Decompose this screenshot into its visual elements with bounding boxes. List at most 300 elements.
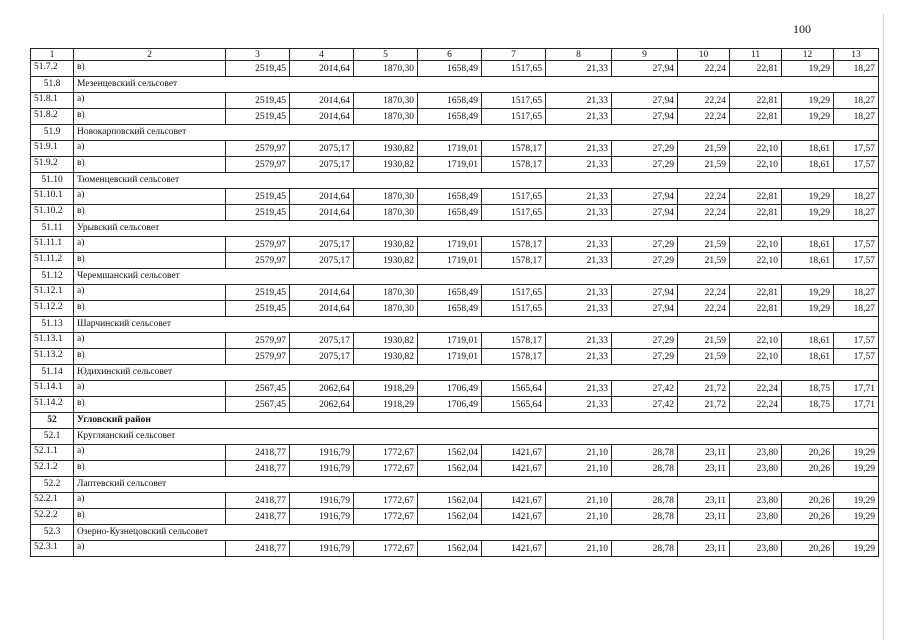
row-code: 51.7.2: [31, 61, 74, 77]
value-cell-col4: 2075,17: [290, 349, 354, 365]
value-cell-col6: 1658,49: [418, 61, 482, 77]
row-subitem: а): [74, 445, 226, 461]
value-cell-col8: 21,10: [546, 461, 612, 477]
row-subitem: а): [74, 333, 226, 349]
row-subitem: а): [74, 493, 226, 509]
value-cell-col8: 21,33: [546, 93, 612, 109]
value-cell-col12: 19,29: [782, 205, 834, 221]
row-code: 51.14.1: [31, 381, 74, 397]
table-body: [31, 49, 879, 557]
value-cell-col6: 1706,49: [418, 397, 482, 413]
value-cell-col9: 27,94: [612, 285, 678, 301]
row-subitem: а): [74, 541, 226, 557]
value-cell-col8: 21,33: [546, 253, 612, 269]
value-cell-col9: 27,29: [612, 141, 678, 157]
section-row: [31, 269, 879, 285]
value-cell-col12: 20,26: [782, 461, 834, 477]
section-name: Юдихинский сельсовет: [74, 365, 879, 381]
value-cell-col7: 1578,17: [482, 349, 546, 365]
value-cell-col3: 2519,45: [226, 189, 290, 205]
section-code: 51.10: [31, 173, 74, 189]
value-cell-col9: 28,78: [612, 541, 678, 557]
value-cell-col4: 1916,79: [290, 493, 354, 509]
value-cell-col7: 1517,65: [482, 189, 546, 205]
value-cell-col5: 1870,30: [354, 109, 418, 125]
value-cell-col9: 27,94: [612, 189, 678, 205]
value-cell-col6: 1562,04: [418, 509, 482, 525]
value-cell-col3: 2567,45: [226, 381, 290, 397]
region-code: 52: [31, 413, 74, 429]
value-cell-col3: 2519,45: [226, 301, 290, 317]
value-cell-col13: 17,57: [834, 349, 879, 365]
value-cell-col4: 2014,64: [290, 61, 354, 77]
column-header-7: 7: [482, 49, 546, 61]
value-cell-col8: 21,33: [546, 349, 612, 365]
value-cell-col4: 2075,17: [290, 253, 354, 269]
column-header-3: 3: [226, 49, 290, 61]
value-cell-col9: 27,94: [612, 109, 678, 125]
value-cell-col13: 17,57: [834, 253, 879, 269]
value-cell-col13: 18,27: [834, 109, 879, 125]
value-cell-col3: 2418,77: [226, 445, 290, 461]
section-code: 51.11: [31, 221, 74, 237]
value-cell-col4: 1916,79: [290, 445, 354, 461]
section-name: Лаптевский сельсовет: [74, 477, 879, 493]
table-row: [31, 205, 879, 221]
value-cell-col4: 2075,17: [290, 141, 354, 157]
value-cell-col7: 1517,65: [482, 285, 546, 301]
section-name: Урывский сельсовет: [74, 221, 879, 237]
section-row: [31, 221, 879, 237]
section-name: Новокарповский сельсовет: [74, 125, 879, 141]
value-cell-col6: 1719,01: [418, 157, 482, 173]
row-code: 51.8.2: [31, 109, 74, 125]
value-cell-col8: 21,33: [546, 285, 612, 301]
value-cell-col11: 23,80: [730, 509, 782, 525]
value-cell-col8: 21,33: [546, 237, 612, 253]
value-cell-col5: 1930,82: [354, 157, 418, 173]
value-cell-col11: 22,81: [730, 61, 782, 77]
section-code: 51.14: [31, 365, 74, 381]
value-cell-col13: 19,29: [834, 493, 879, 509]
value-cell-col3: 2579,97: [226, 253, 290, 269]
row-subitem: в): [74, 509, 226, 525]
value-cell-col7: 1578,17: [482, 237, 546, 253]
row-subitem: а): [74, 93, 226, 109]
section-row: [31, 317, 879, 333]
value-cell-col5: 1772,67: [354, 541, 418, 557]
value-cell-col13: 18,27: [834, 61, 879, 77]
section-row: [31, 77, 879, 93]
table-row: [31, 253, 879, 269]
row-code: 51.9.2: [31, 157, 74, 173]
column-header-5: 5: [354, 49, 418, 61]
value-cell-col13: 18,27: [834, 93, 879, 109]
value-cell-col3: 2579,97: [226, 157, 290, 173]
value-cell-col11: 22,10: [730, 349, 782, 365]
value-cell-col12: 19,29: [782, 61, 834, 77]
value-cell-col10: 22,24: [678, 61, 730, 77]
value-cell-col12: 19,29: [782, 301, 834, 317]
value-cell-col3: 2519,45: [226, 205, 290, 221]
column-header-12: 12: [782, 49, 834, 61]
value-cell-col7: 1421,67: [482, 493, 546, 509]
column-number-header-row: [31, 49, 879, 61]
value-cell-col9: 27,29: [612, 333, 678, 349]
table-row: [31, 397, 879, 413]
value-cell-col11: 23,80: [730, 493, 782, 509]
table-row: [31, 541, 879, 557]
value-cell-col8: 21,33: [546, 333, 612, 349]
value-cell-col10: 23,11: [678, 541, 730, 557]
value-cell-col6: 1658,49: [418, 189, 482, 205]
value-cell-col5: 1870,30: [354, 61, 418, 77]
value-cell-col13: 17,57: [834, 157, 879, 173]
value-cell-col3: 2519,45: [226, 109, 290, 125]
value-cell-col7: 1565,64: [482, 397, 546, 413]
value-cell-col11: 22,81: [730, 109, 782, 125]
value-cell-col6: 1562,04: [418, 461, 482, 477]
value-cell-col10: 23,11: [678, 445, 730, 461]
value-cell-col8: 21,33: [546, 157, 612, 173]
value-cell-col12: 18,61: [782, 349, 834, 365]
row-code: 52.3.1: [31, 541, 74, 557]
column-header-13: 13: [834, 49, 879, 61]
value-cell-col10: 21,59: [678, 141, 730, 157]
row-subitem: а): [74, 285, 226, 301]
value-cell-col4: 2014,64: [290, 189, 354, 205]
value-cell-col8: 21,33: [546, 189, 612, 205]
value-cell-col6: 1719,01: [418, 333, 482, 349]
value-cell-col12: 18,75: [782, 397, 834, 413]
row-code: 51.14.2: [31, 397, 74, 413]
region-name: Угловский район: [74, 413, 879, 429]
row-subitem: в): [74, 157, 226, 173]
value-cell-col8: 21,33: [546, 397, 612, 413]
value-cell-col6: 1562,04: [418, 445, 482, 461]
table-row: [31, 109, 879, 125]
value-cell-col13: 19,29: [834, 461, 879, 477]
value-cell-col10: 23,11: [678, 461, 730, 477]
value-cell-col5: 1772,67: [354, 509, 418, 525]
row-code: 51.10.1: [31, 189, 74, 205]
value-cell-col13: 19,29: [834, 445, 879, 461]
row-subitem: а): [74, 237, 226, 253]
value-cell-col10: 22,24: [678, 205, 730, 221]
row-subitem: а): [74, 189, 226, 205]
value-cell-col4: 2014,64: [290, 205, 354, 221]
section-row: [31, 173, 879, 189]
value-cell-col4: 1916,79: [290, 509, 354, 525]
value-cell-col3: 2418,77: [226, 461, 290, 477]
value-cell-col12: 20,26: [782, 445, 834, 461]
value-cell-col13: 19,29: [834, 541, 879, 557]
value-cell-col9: 27,94: [612, 61, 678, 77]
value-cell-col6: 1658,49: [418, 301, 482, 317]
value-cell-col12: 19,29: [782, 285, 834, 301]
value-cell-col13: 18,27: [834, 285, 879, 301]
value-cell-col11: 22,10: [730, 333, 782, 349]
table-row: [31, 349, 879, 365]
value-cell-col9: 28,78: [612, 445, 678, 461]
table-row: [31, 237, 879, 253]
value-cell-col9: 27,94: [612, 301, 678, 317]
column-header-6: 6: [418, 49, 482, 61]
value-cell-col4: 1916,79: [290, 461, 354, 477]
value-cell-col12: 18,61: [782, 253, 834, 269]
column-header-4: 4: [290, 49, 354, 61]
value-cell-col7: 1517,65: [482, 93, 546, 109]
row-subitem: в): [74, 253, 226, 269]
value-cell-col7: 1578,17: [482, 157, 546, 173]
value-cell-col11: 23,80: [730, 541, 782, 557]
value-cell-col12: 18,61: [782, 237, 834, 253]
value-cell-col12: 18,61: [782, 333, 834, 349]
value-cell-col5: 1772,67: [354, 461, 418, 477]
value-cell-col8: 21,10: [546, 541, 612, 557]
value-cell-col3: 2418,77: [226, 509, 290, 525]
value-cell-col6: 1719,01: [418, 141, 482, 157]
value-cell-col10: 23,11: [678, 493, 730, 509]
value-cell-col3: 2519,45: [226, 93, 290, 109]
value-cell-col10: 21,59: [678, 349, 730, 365]
value-cell-col13: 18,27: [834, 301, 879, 317]
column-header-10: 10: [678, 49, 730, 61]
value-cell-col4: 2014,64: [290, 109, 354, 125]
value-cell-col3: 2519,45: [226, 285, 290, 301]
row-code: 51.13.1: [31, 333, 74, 349]
value-cell-col9: 27,29: [612, 349, 678, 365]
section-code: 51.9: [31, 125, 74, 141]
value-cell-col6: 1562,04: [418, 493, 482, 509]
value-cell-col10: 22,24: [678, 301, 730, 317]
table-row: [31, 93, 879, 109]
value-cell-col6: 1658,49: [418, 109, 482, 125]
row-subitem: в): [74, 461, 226, 477]
page-edge-divider: [883, 14, 884, 640]
value-cell-col8: 21,10: [546, 509, 612, 525]
value-cell-col9: 28,78: [612, 493, 678, 509]
value-cell-col4: 2014,64: [290, 93, 354, 109]
value-cell-col4: 2075,17: [290, 333, 354, 349]
value-cell-col9: 27,29: [612, 253, 678, 269]
value-cell-col3: 2579,97: [226, 349, 290, 365]
section-code: 51.8: [31, 77, 74, 93]
section-code: 52.3: [31, 525, 74, 541]
section-name: Мезенцевский сельсовет: [74, 77, 879, 93]
section-code: 51.13: [31, 317, 74, 333]
value-cell-col3: 2418,77: [226, 541, 290, 557]
table-row: [31, 493, 879, 509]
value-cell-col3: 2579,97: [226, 237, 290, 253]
table-row: [31, 285, 879, 301]
value-cell-col12: 19,29: [782, 109, 834, 125]
value-cell-col8: 21,33: [546, 61, 612, 77]
value-cell-col12: 19,29: [782, 189, 834, 205]
value-cell-col6: 1719,01: [418, 253, 482, 269]
value-cell-col3: 2579,97: [226, 141, 290, 157]
value-cell-col7: 1421,67: [482, 541, 546, 557]
table-row: [31, 301, 879, 317]
value-cell-col9: 27,94: [612, 93, 678, 109]
value-cell-col10: 21,59: [678, 157, 730, 173]
column-header-11: 11: [730, 49, 782, 61]
table-row: [31, 509, 879, 525]
value-cell-col10: 22,24: [678, 109, 730, 125]
value-cell-col10: 21,59: [678, 237, 730, 253]
value-cell-col4: 2014,64: [290, 285, 354, 301]
value-cell-col9: 27,94: [612, 205, 678, 221]
tariff-table: [30, 48, 879, 557]
row-code: 52.2.2: [31, 509, 74, 525]
value-cell-col9: 27,29: [612, 157, 678, 173]
value-cell-col13: 17,57: [834, 141, 879, 157]
section-name: Кругляанский сельсовет: [74, 429, 879, 445]
section-row: [31, 477, 879, 493]
value-cell-col11: 22,81: [730, 285, 782, 301]
value-cell-col6: 1719,01: [418, 237, 482, 253]
value-cell-col11: 22,24: [730, 397, 782, 413]
section-code: 52.1: [31, 429, 74, 445]
value-cell-col10: 23,11: [678, 509, 730, 525]
value-cell-col7: 1517,65: [482, 301, 546, 317]
table-row: [31, 333, 879, 349]
row-subitem: а): [74, 141, 226, 157]
value-cell-col7: 1421,67: [482, 509, 546, 525]
row-subitem: а): [74, 381, 226, 397]
value-cell-col11: 23,80: [730, 445, 782, 461]
value-cell-col13: 17,71: [834, 381, 879, 397]
value-cell-col12: 18,75: [782, 381, 834, 397]
value-cell-col7: 1517,65: [482, 205, 546, 221]
value-cell-col5: 1918,29: [354, 381, 418, 397]
value-cell-col11: 22,24: [730, 381, 782, 397]
section-row: [31, 125, 879, 141]
table-row: [31, 61, 879, 77]
value-cell-col5: 1870,30: [354, 189, 418, 205]
value-cell-col12: 19,29: [782, 93, 834, 109]
row-subitem: в): [74, 109, 226, 125]
value-cell-col4: 2075,17: [290, 237, 354, 253]
value-cell-col4: 2075,17: [290, 157, 354, 173]
value-cell-col13: 17,57: [834, 237, 879, 253]
column-header-2: 2: [74, 49, 226, 61]
table-row: [31, 189, 879, 205]
section-name: Тюменцевский сельсовет: [74, 173, 879, 189]
section-name: Шарчинский сельсовет: [74, 317, 879, 333]
value-cell-col13: 19,29: [834, 509, 879, 525]
value-cell-col7: 1517,65: [482, 109, 546, 125]
value-cell-col8: 21,33: [546, 301, 612, 317]
value-cell-col6: 1706,49: [418, 381, 482, 397]
value-cell-col4: 1916,79: [290, 541, 354, 557]
value-cell-col7: 1578,17: [482, 141, 546, 157]
value-cell-col13: 17,57: [834, 333, 879, 349]
value-cell-col11: 22,81: [730, 189, 782, 205]
value-cell-col5: 1772,67: [354, 493, 418, 509]
value-cell-col11: 22,10: [730, 253, 782, 269]
row-subitem: в): [74, 301, 226, 317]
value-cell-col8: 21,33: [546, 141, 612, 157]
value-cell-col5: 1870,30: [354, 205, 418, 221]
table-row: [31, 381, 879, 397]
row-code: 51.13.2: [31, 349, 74, 365]
region-row: [31, 413, 879, 429]
value-cell-col11: 22,81: [730, 301, 782, 317]
value-cell-col11: 22,10: [730, 237, 782, 253]
value-cell-col4: 2062,64: [290, 397, 354, 413]
value-cell-col5: 1772,67: [354, 445, 418, 461]
value-cell-col8: 21,33: [546, 381, 612, 397]
row-code: 52.2.1: [31, 493, 74, 509]
value-cell-col7: 1565,64: [482, 381, 546, 397]
section-name: Озерно-Кузнецовский сельсовет: [74, 525, 879, 541]
column-header-8: 8: [546, 49, 612, 61]
table-row: [31, 461, 879, 477]
value-cell-col3: 2567,45: [226, 397, 290, 413]
value-cell-col5: 1930,82: [354, 253, 418, 269]
column-header-1: 1: [31, 49, 74, 61]
value-cell-col5: 1930,82: [354, 349, 418, 365]
value-cell-col11: 22,81: [730, 205, 782, 221]
row-code: 51.11.1: [31, 237, 74, 253]
row-subitem: в): [74, 61, 226, 77]
value-cell-col5: 1930,82: [354, 141, 418, 157]
row-code: 51.12.1: [31, 285, 74, 301]
value-cell-col5: 1870,30: [354, 285, 418, 301]
value-cell-col4: 2062,64: [290, 381, 354, 397]
value-cell-col8: 21,33: [546, 205, 612, 221]
row-subitem: в): [74, 205, 226, 221]
section-code: 52.2: [31, 477, 74, 493]
value-cell-col10: 22,24: [678, 93, 730, 109]
value-cell-col9: 28,78: [612, 461, 678, 477]
value-cell-col11: 22,81: [730, 93, 782, 109]
value-cell-col13: 17,71: [834, 397, 879, 413]
value-cell-col3: 2519,45: [226, 61, 290, 77]
value-cell-col13: 18,27: [834, 205, 879, 221]
value-cell-col8: 21,10: [546, 493, 612, 509]
row-subitem: в): [74, 349, 226, 365]
value-cell-col4: 2014,64: [290, 301, 354, 317]
row-code: 52.1.1: [31, 445, 74, 461]
value-cell-col10: 21,72: [678, 381, 730, 397]
row-code: 51.10.2: [31, 205, 74, 221]
value-cell-col5: 1870,30: [354, 301, 418, 317]
value-cell-col6: 1658,49: [418, 285, 482, 301]
value-cell-col8: 21,33: [546, 109, 612, 125]
row-code: 52.1.2: [31, 461, 74, 477]
value-cell-col6: 1562,04: [418, 541, 482, 557]
value-cell-col5: 1870,30: [354, 93, 418, 109]
value-cell-col5: 1918,29: [354, 397, 418, 413]
value-cell-col12: 20,26: [782, 509, 834, 525]
value-cell-col7: 1578,17: [482, 333, 546, 349]
value-cell-col11: 23,80: [730, 461, 782, 477]
value-cell-col7: 1578,17: [482, 253, 546, 269]
column-header-9: 9: [612, 49, 678, 61]
table-row: [31, 141, 879, 157]
page-number: 100: [793, 22, 811, 36]
value-cell-col7: 1421,67: [482, 461, 546, 477]
value-cell-col10: 21,59: [678, 333, 730, 349]
value-cell-col9: 27,42: [612, 397, 678, 413]
value-cell-col6: 1719,01: [418, 349, 482, 365]
value-cell-col6: 1658,49: [418, 205, 482, 221]
table-row: [31, 157, 879, 173]
value-cell-col10: 22,24: [678, 189, 730, 205]
value-cell-col5: 1930,82: [354, 237, 418, 253]
